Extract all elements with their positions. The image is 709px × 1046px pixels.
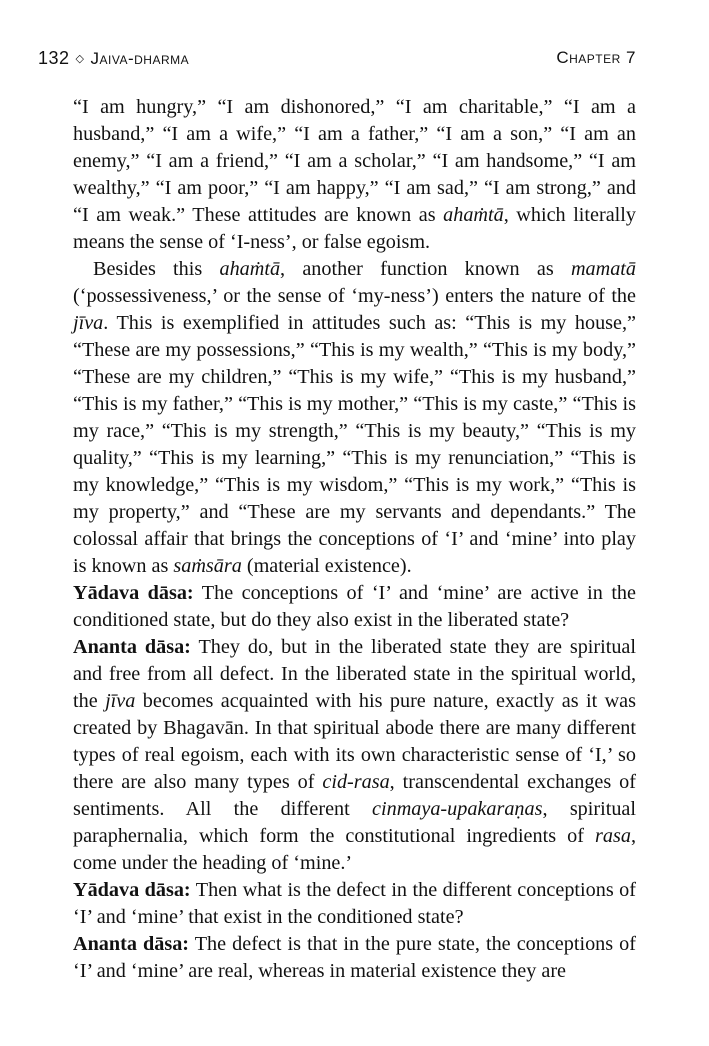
text-run: (‘possessiveness,’ or the sense of ‘my-ness’) enters the nature of the xyxy=(73,285,636,307)
paragraph-1 xyxy=(73,94,636,256)
dialogue-ananta-1 xyxy=(73,634,636,877)
italic-term: cid-rasa xyxy=(322,771,390,793)
italic-term: jīva xyxy=(105,690,136,712)
dialogue-yadava-2 xyxy=(73,877,636,931)
chapter-title: Chapter 7 xyxy=(556,48,636,67)
italic-term: ahaṁtā xyxy=(219,258,281,280)
italic-term: saṁsāra xyxy=(173,555,242,577)
speaker-name: Ananta dāsa: xyxy=(73,933,190,955)
speaker-name: Yādava dāsa: xyxy=(73,582,194,604)
text-run: Then what is the defect in the different conceptions of ‘I’ and ‘mine’ that exist in the conditioned state? xyxy=(73,879,636,928)
diamond-separator-icon: ◇ xyxy=(75,53,85,65)
text-run: , another function known as xyxy=(280,258,571,280)
text-run: (material existence). xyxy=(241,555,412,577)
running-header xyxy=(38,48,636,72)
text-run: Besides this xyxy=(93,258,220,280)
text-run: The conceptions of ‘I’ and ‘mine’ are active in the conditioned state, but do they also exist in the liberated state? xyxy=(73,582,636,631)
text-run: They do, but in the liberated state they are spiritual and free from all defect. In the liberated state in the spiritual world, the xyxy=(73,636,637,712)
text-run: becomes acquainted with his pure nature, exactly as it was created by Bhagavān. In that spiritual abode there are many different types of real egoism, each with its own characteristic sense of ‘I,’ so there are also many types of xyxy=(73,690,636,793)
text-run: , spiritual paraphernalia, which form the constitutional ingredients of xyxy=(73,798,636,847)
book-title: Jaiva-dharma xyxy=(90,49,190,68)
italic-term: mamatā xyxy=(570,258,636,280)
text-run: , come under the heading of ‘mine.’ xyxy=(73,825,636,874)
text-run: , which literally means the sense of ‘I-ness’, or false egoism. xyxy=(73,204,636,253)
italic-term: cinmaya-upakaraṇas xyxy=(372,798,543,820)
paragraph-2 xyxy=(73,256,636,580)
italic-term: rasa xyxy=(595,825,631,847)
dialogue-yadava-1 xyxy=(73,580,636,634)
header-left xyxy=(38,48,189,69)
body-text xyxy=(73,94,636,985)
text-run: , transcendental exchanges of sentiments. All the different xyxy=(73,771,636,820)
speaker-name: Ananta dāsa: xyxy=(73,636,191,658)
page-number: 132 xyxy=(38,48,70,68)
italic-term: ahaṁtā xyxy=(443,204,504,226)
text-run: “I am hungry,” “I am dishonored,” “I am charitable,” “I am a husband,” “I am a wife,” “I am a father,” “I am a son,” “I am an enemy,” “I am a friend,” “I am a scholar,” “I am handsome,” “I am wealthy,” “I am poor,” “I am happy,” “I am sad,” “I am strong,” and “I am weak.” These attitudes are known as xyxy=(73,96,636,226)
italic-term: jīva xyxy=(73,312,104,334)
text-run: The defect is that in the pure state, the conceptions of ‘I’ and ‘mine’ are real, whereas in material existence they are xyxy=(73,933,637,982)
speaker-name: Yādava dāsa: xyxy=(73,879,191,901)
text-run: . This is exemplified in attitudes such as: “This is my house,” “These are my possessions,” “This is my wealth,” “This is my body,” “These are my children,” “This is my wife,” “This is my husband,” “This is my father,” “This is my mother,” “This is my caste,” “This is my race,” “This is my strength,” “This is my beauty,” “This is my quality,” “This is my learning,” “This is my renunciation,” “This is my knowledge,” “This is my wisdom,” “This is my work,” “This is my property,” and “These are my servants and dependants.” The colossal affair that brings the conceptions of ‘I’ and ‘mine’ into play is known as xyxy=(73,312,636,577)
dialogue-ananta-2 xyxy=(73,931,636,985)
